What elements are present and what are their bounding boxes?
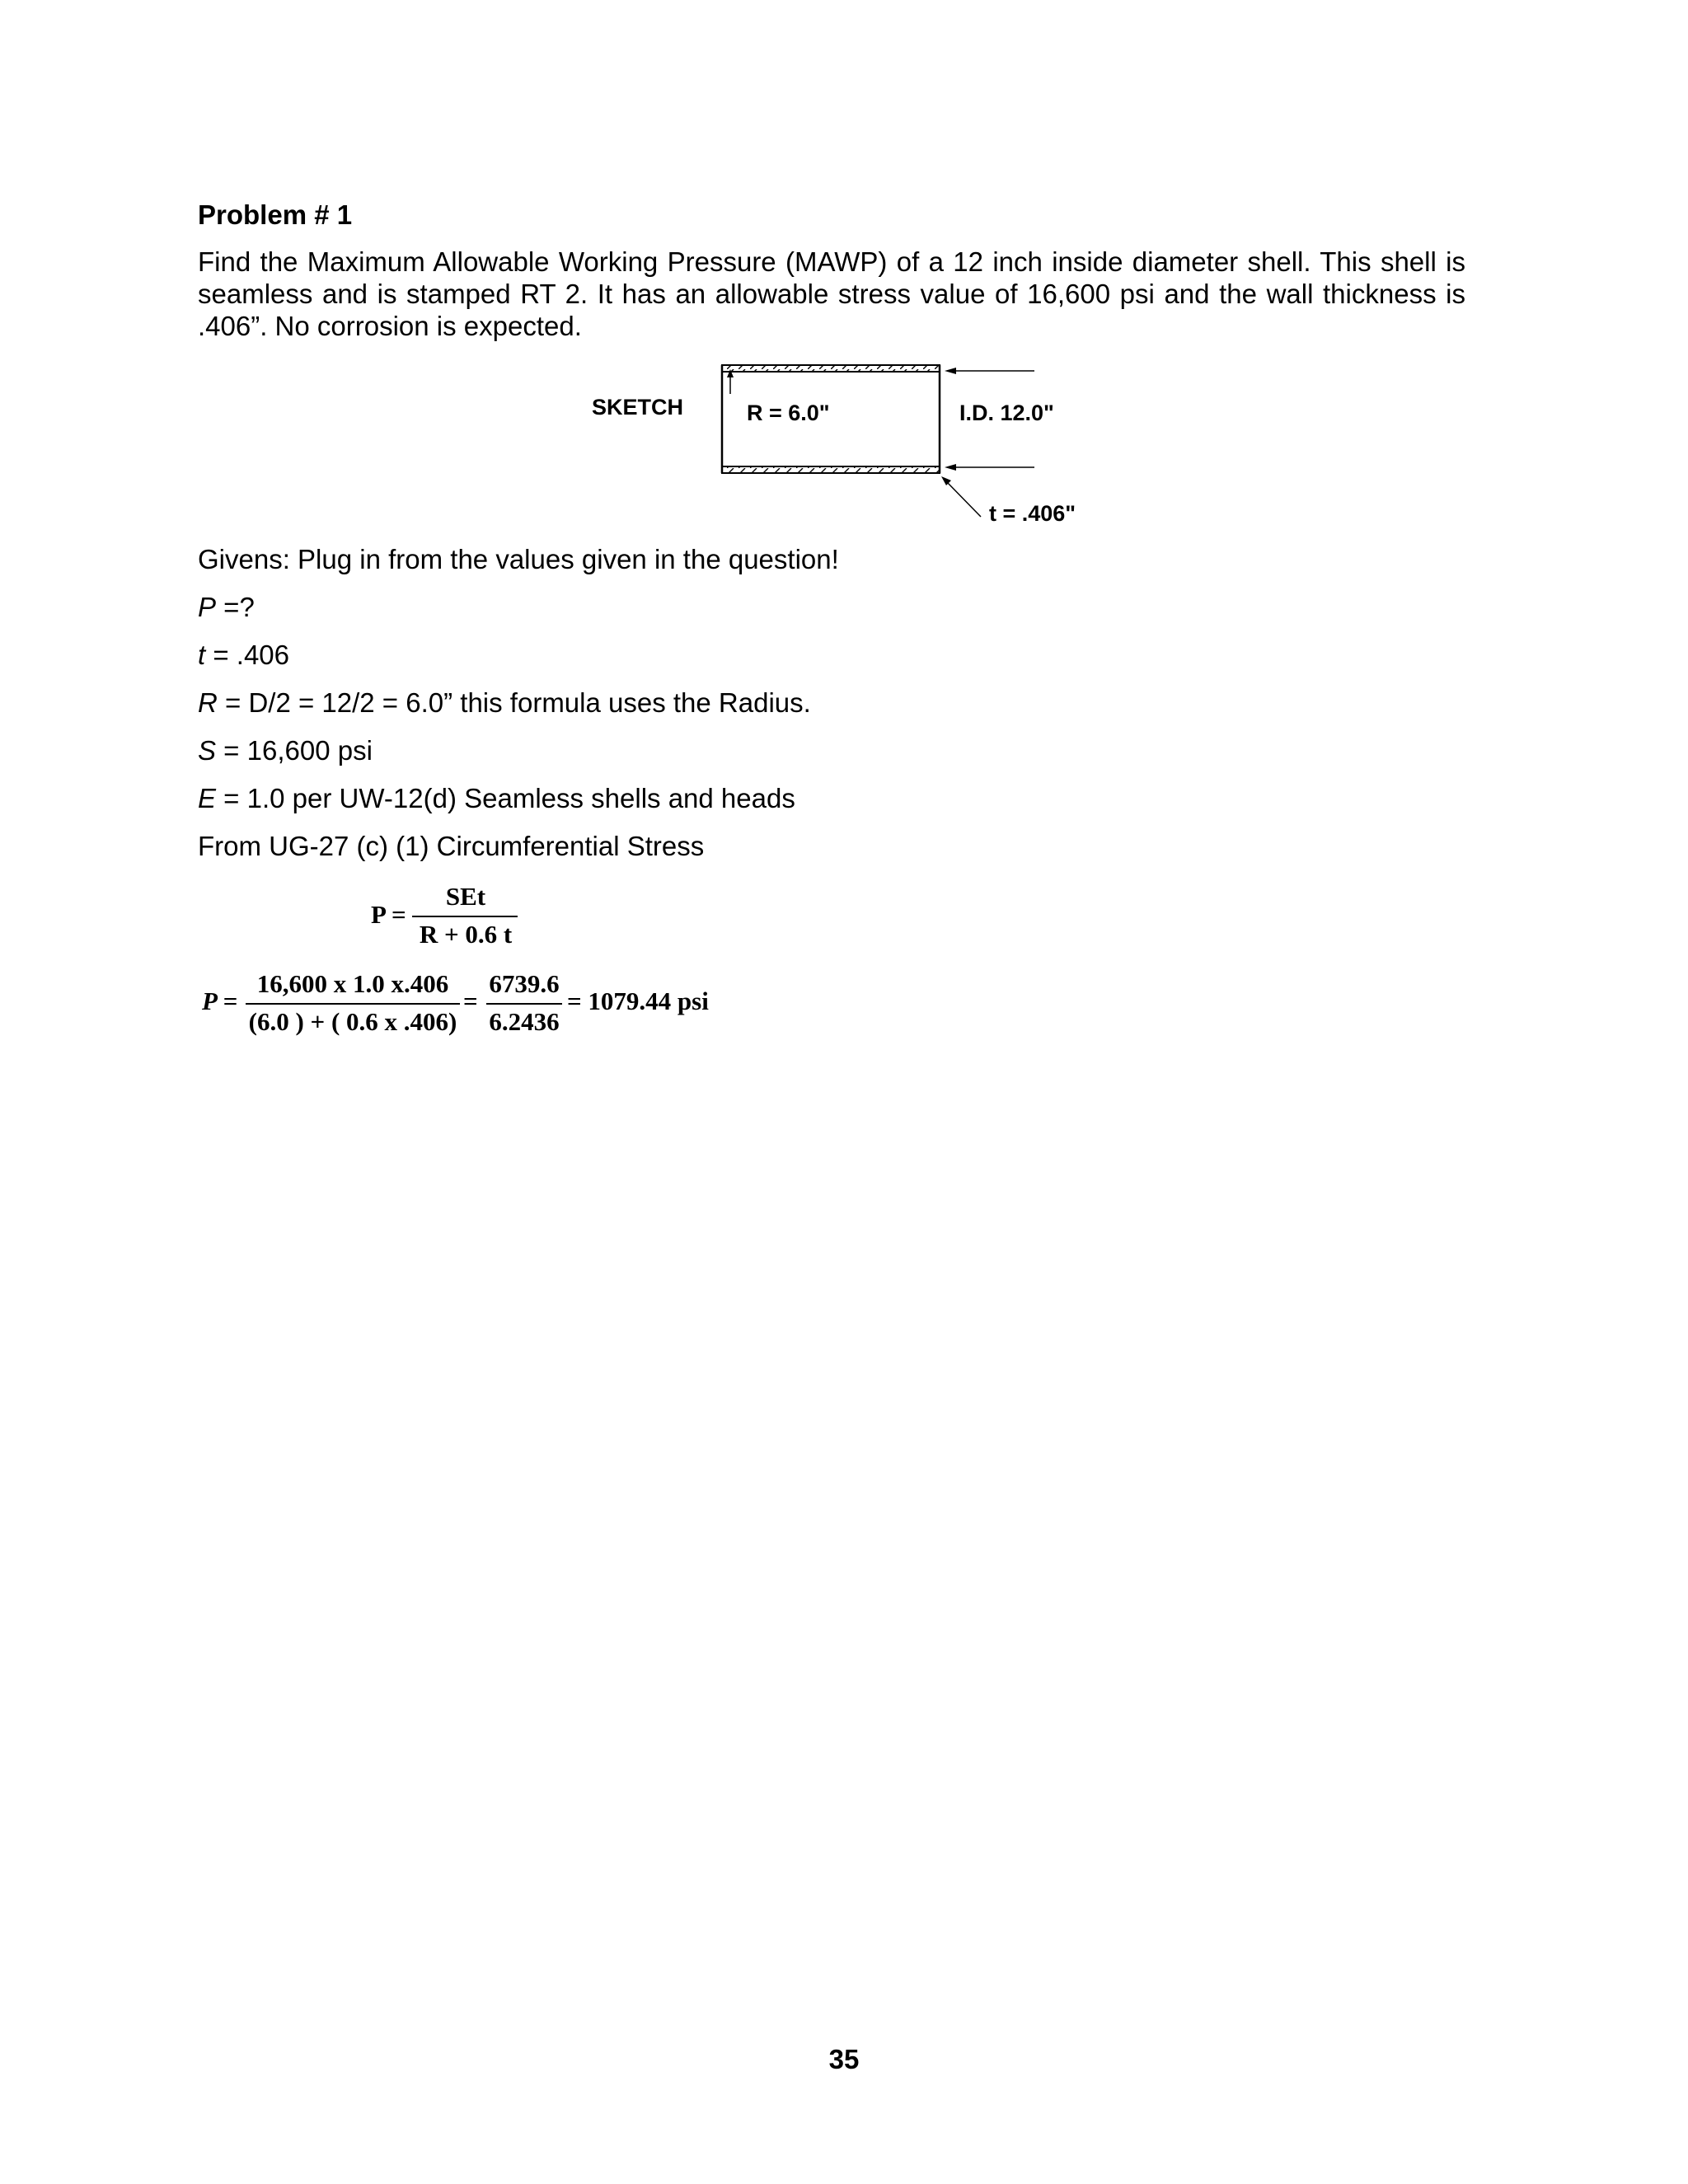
givens-intro: Givens: Plug in from the values given in the question! [198,544,839,574]
given-t: t = .406 [198,640,290,670]
calc-result: = 1079.44 psi [567,987,709,1015]
page-number: 35 [828,2044,860,2074]
given-s: S = 16,600 psi [198,735,373,766]
given-r: R = D/2 = 12/2 = 6.0” this formula uses the Radius. [198,687,811,718]
given-e: E = 1.0 per UW-12(d) Seamless shells and heads [198,783,795,813]
formula-lhs: P = [371,900,406,929]
given-p: P =? [198,592,255,622]
calc-numerator-1: 16,600 x 1.0 x.406 [256,969,449,998]
formula-denominator: R + 0.6 t [419,920,513,949]
thickness-label: t = .406" [989,501,1076,526]
shell-bottom-wall [722,466,940,473]
problem-line-3: .406”. No corrosion is expected. [198,311,582,341]
problem-line-1: Find the Maximum Allowable Working Pressure (MAWP) of a 12 inch inside diameter shell. This shell is [198,246,1465,277]
formula-numerator: SEt [445,882,486,911]
calc-fraction-bar-1 [246,1003,460,1005]
problem-line-2: seamless and is stamped RT 2. It has an allowable stress value of 16,600 psi and the wall thickness is [198,279,1465,309]
formula-reference: From UG-27 (c) (1) Circumferential Stress [198,831,705,861]
inside-diameter-label: I.D. 12.0" [959,401,1054,425]
calc-equals: = [463,987,478,1015]
radius-label: R = 6.0" [747,401,830,425]
calc-lhs: P = [202,987,238,1015]
id-top-arrowhead [945,368,956,374]
calc-numerator-2: 6739.6 [489,969,560,998]
problem-title: Problem # 1 [198,199,353,230]
shell-sketch-drawing [0,0,1688,577]
shell-top-wall [722,365,940,372]
calc-denominator-1: (6.0 ) + ( 0.6 x .406) [248,1007,457,1036]
calc-denominator-2: 6.2436 [489,1007,560,1036]
id-bottom-arrowhead [945,464,956,471]
calc-fraction-bar-2 [486,1003,562,1005]
sketch-label: SKETCH [592,395,684,419]
formula-fraction-bar [412,916,518,917]
thickness-leader-line [946,481,981,517]
